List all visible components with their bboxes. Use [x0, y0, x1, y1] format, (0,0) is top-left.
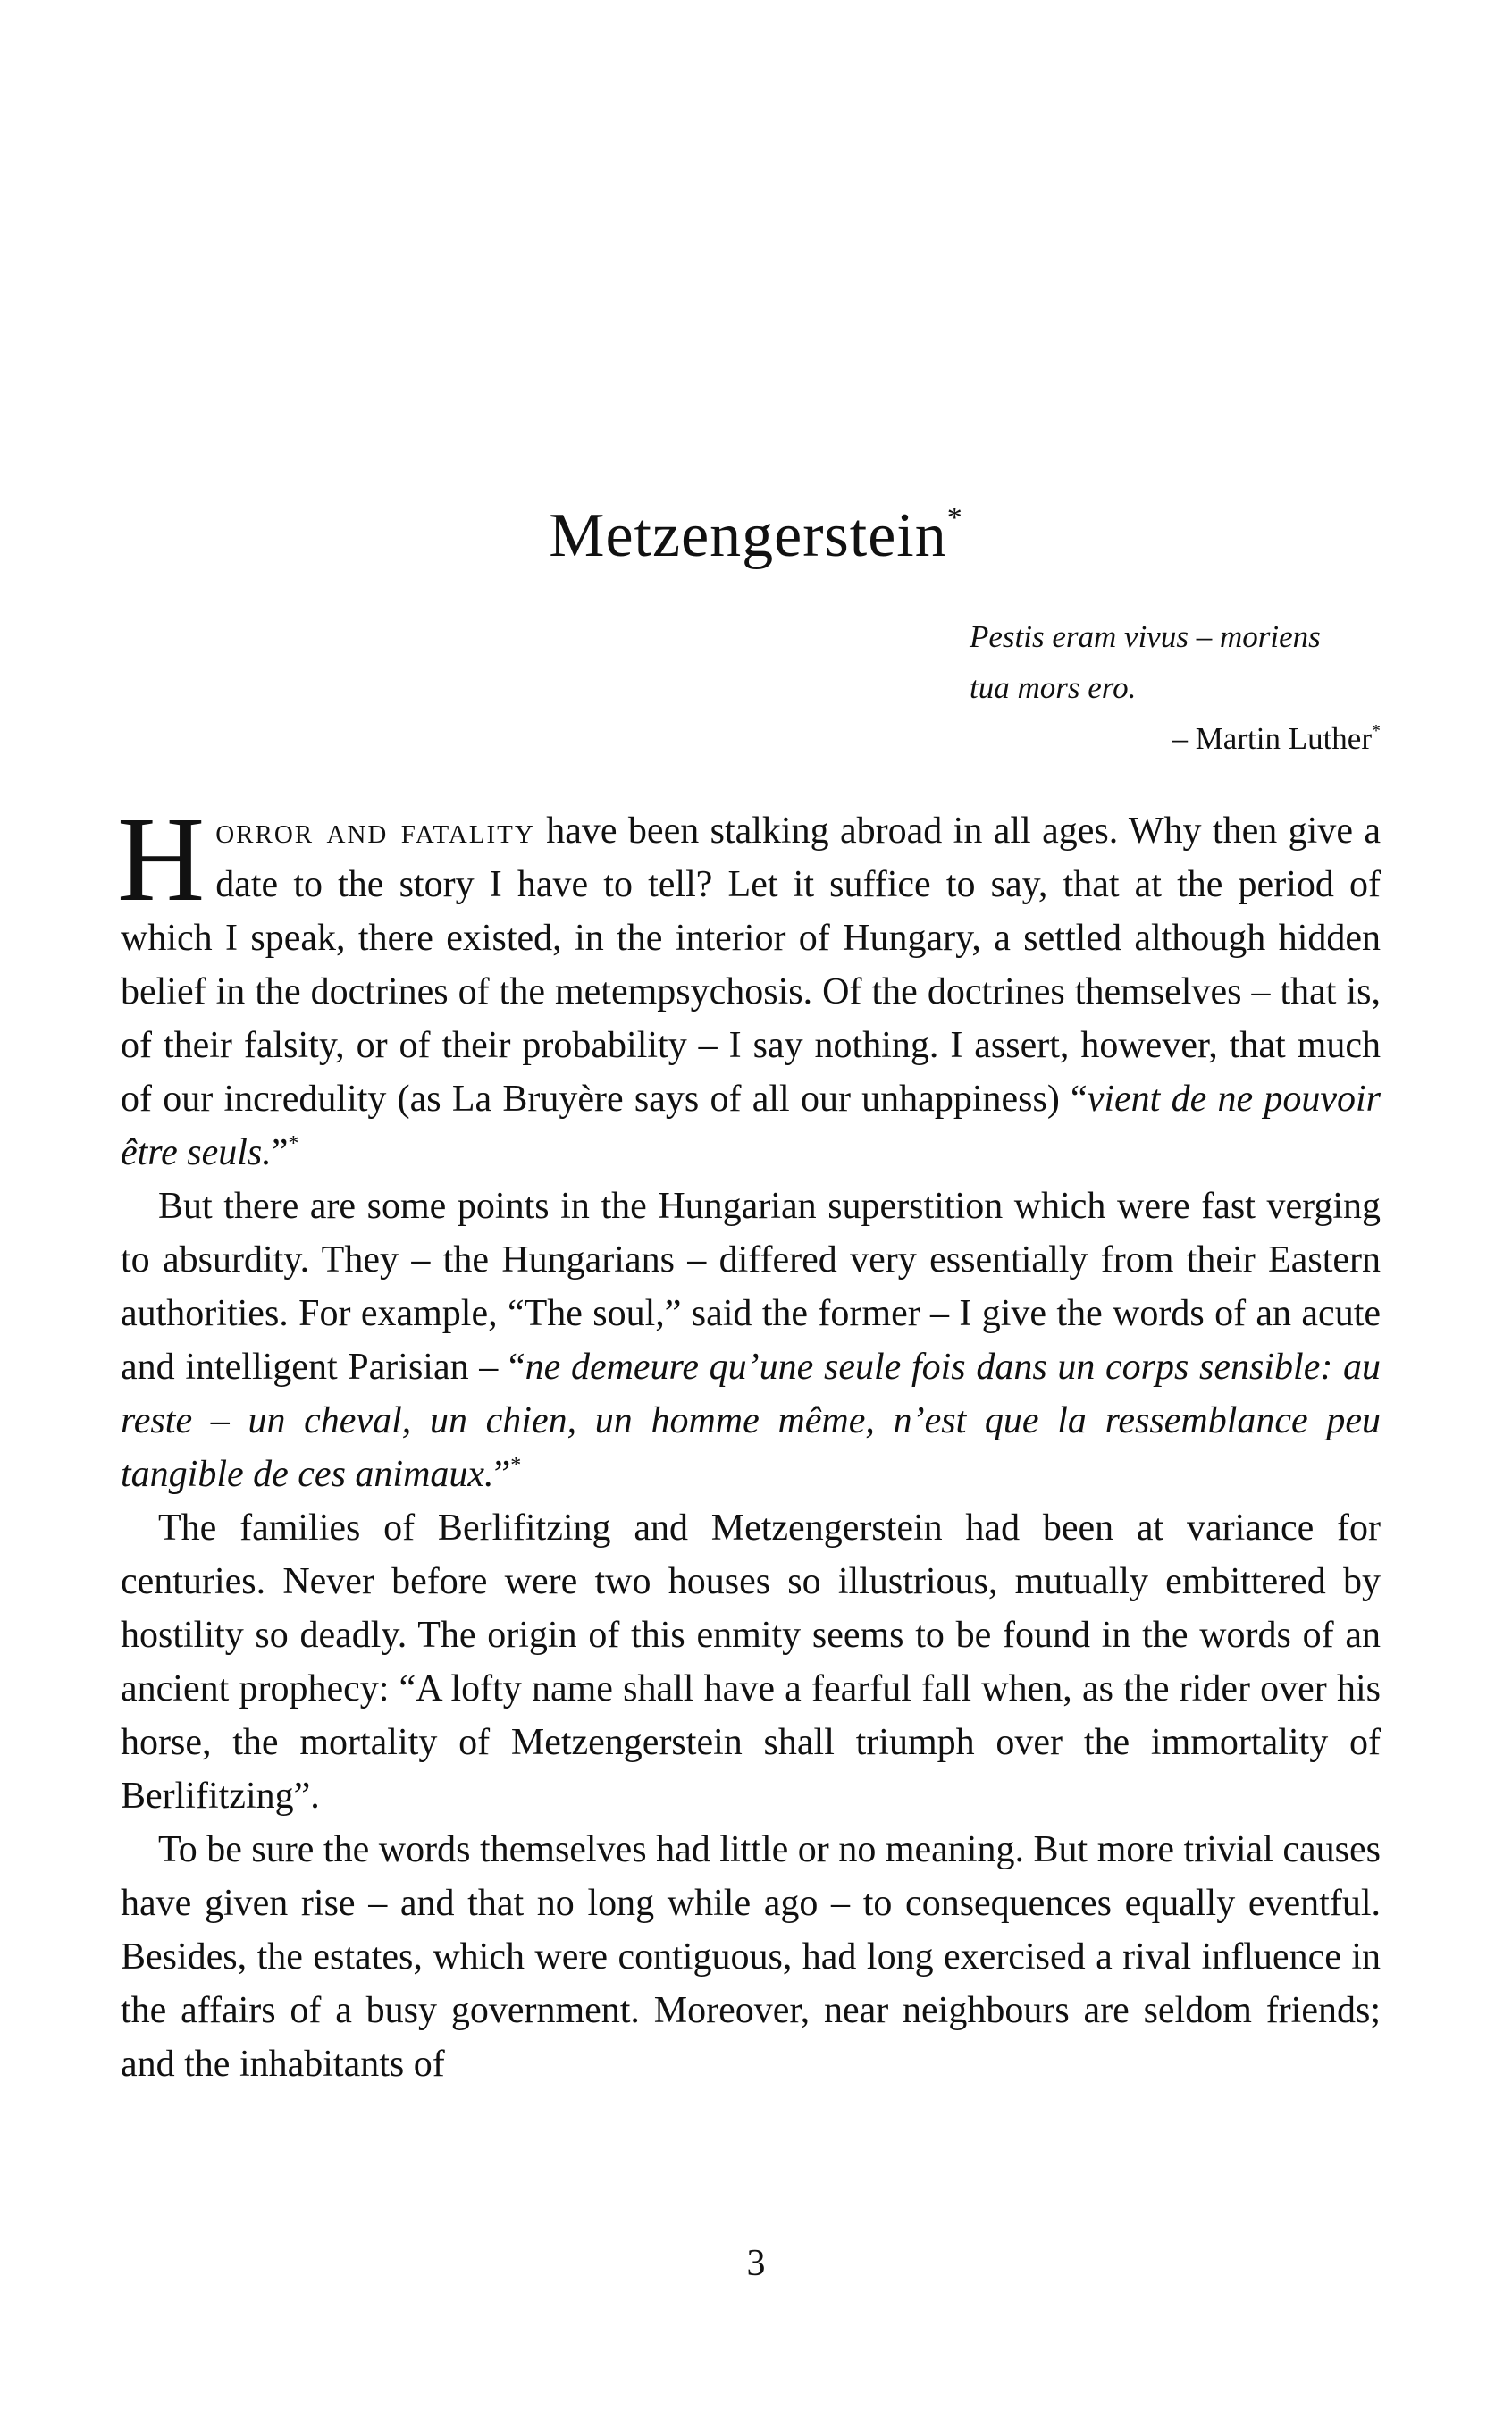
paragraph-2-footnote-marker: *: [510, 1454, 522, 1477]
story-body: [117, 793, 1382, 2091]
paragraph-2-text-a: But there are some points in the Hungarian superstition which were fast verging to absurdity. They – the Hungarians – differed very essentially from their Eastern authorities. For example, “The soul,” said the former – I give the words of an acute and intelligent Parisian – “: [121, 1186, 1381, 1388]
paragraph-1-text-b: ”: [271, 1132, 289, 1173]
paragraph-2-text-b: ”: [493, 1454, 511, 1495]
paragraph-3: The families of Berlifitzing and Metzengerstein had been at variance for centuries. Never before were two houses so illustrious, mutually embittered by hostility so deadly. The origin of this enmity seems to be found in the words of an ancient prophecy: “A lofty name shall have a fearful fall when, as the rider over his horse, the mortality of Metzengerstein shall triumph over the immortality of Berlifitzing”.: [121, 1507, 1381, 1817]
drop-cap: H: [117, 793, 206, 927]
paragraph-2-french-quote: ne demeure qu’une seule fois dans un corps sensible: au reste – un cheval, un chien, un homme même, n’est que la ressemblance peu tangible de ces animaux.: [121, 1347, 1382, 1495]
epigraph-footnote-marker: *: [1372, 721, 1381, 741]
paragraph-1-footnote-marker: *: [288, 1132, 299, 1155]
opening-small-caps: orror and fatality: [215, 810, 535, 852]
epigraph-line-1: Pestis eram vivus – moriens: [970, 619, 1321, 654]
paragraph-1-french-quote: vient de ne pouvoir être seuls.: [121, 1079, 1381, 1173]
paragraph-2: [121, 1180, 1381, 1501]
epigraph-line-2: tua mors ero.: [970, 670, 1137, 705]
story-title-text: Metzengerstein: [549, 501, 947, 570]
story-title: [0, 496, 1512, 576]
epigraph-attribution-text: – Martin Luther: [1172, 721, 1372, 756]
epigraph-attribution: [970, 713, 1381, 764]
paragraph-4: To be sure the words themselves had little or no meaning. But more trivial causes have given rise – and that no long while ago – to consequences equally eventful. Besides, the estates, which were contiguous, had long exercised a rival influence in the affairs of a busy government. Moreover, near neighbours are seldom friends; and the inhabitants of: [121, 1829, 1381, 2085]
epigraph: [970, 611, 1381, 764]
paragraph-1-text-a: have been stalking abroad in all ages. Why then give a date to the story I have to tell? Let it suffice to say, that at the period of which I speak, there existed, in the interior of Hungary, a settled although hidden belief in the doctrines of the metempsychosis. Of the doctrines themselves – that is, of their falsity, or of their probability – I say nothing. I assert, however, that much of our incredulity (as La Bruyère says of all our unhappiness) “: [121, 810, 1381, 1120]
paragraph-1: [117, 793, 1381, 1180]
page-number: 3: [746, 2243, 766, 2284]
title-footnote-marker: *: [946, 501, 963, 534]
